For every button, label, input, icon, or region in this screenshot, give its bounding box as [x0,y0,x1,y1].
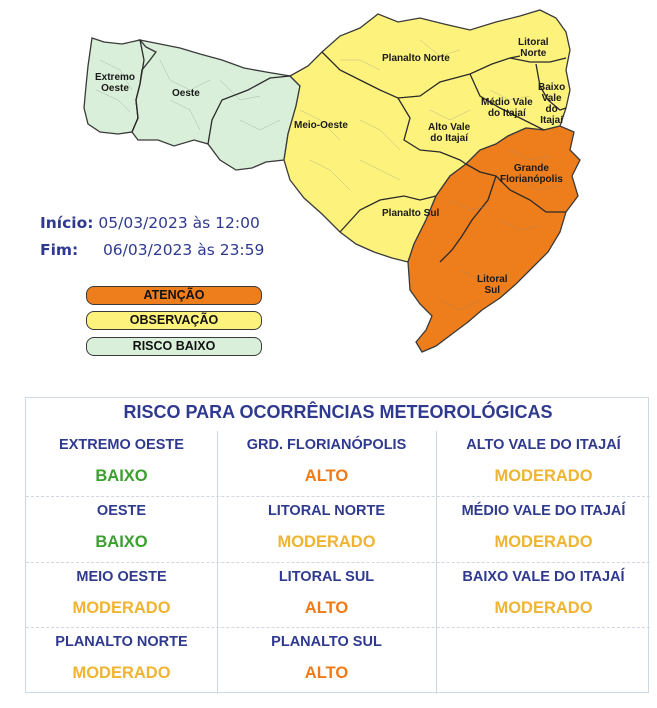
risk-level: BAIXO [95,467,148,485]
table-cell-litoral-norte [223,497,430,562]
table-cell-extremo-oeste [18,431,225,496]
region-name: LITORAL NORTE [267,503,386,519]
table-cell-planalto-sul [223,628,430,693]
period-start-label: Início: [40,214,94,232]
region-name: MEIO OESTE [76,569,167,585]
risk-level: ALTO [304,467,349,485]
map-label-planalto-norte: Planalto Norte [382,53,450,64]
period-end-label: Fim: [40,241,79,259]
table-cell-oeste [18,497,225,562]
region-name: BAIXO VALE DO ITAJAÍ [462,569,625,585]
region-name: GRD. FLORIANÓPOLIS [246,437,407,453]
region-name: ALTO VALE DO ITAJAÍ [466,437,621,453]
map-label-medio-vale: Médio Vale do Itajaí [481,97,533,119]
risk-level: ALTO [304,664,349,682]
period-start-value: 05/03/2023 às 12:00 [98,214,260,232]
map-label-meio-oeste: Meio-Oeste [294,120,348,131]
table-cell-alto-vale [440,431,647,496]
table-cell-litoral-sul [223,563,430,628]
period-end [40,241,264,259]
risk-level: BAIXO [95,533,148,551]
risk-table-title: RISCO PARA OCORRÊNCIAS METEOROLÓGICAS [123,402,553,422]
risk-level: MODERADO [72,599,171,617]
table-cell-meio-oeste [18,563,225,628]
map-label-litoral-norte: Litoral Norte [518,37,549,59]
risk-level: ALTO [304,599,349,617]
region-name: LITORAL SUL [278,569,375,585]
map-label-litoral-sul: Litoral Sul [477,274,508,296]
legend-item-atencao: ATENÇÃO [86,286,262,305]
risk-level: MODERADO [494,533,593,551]
map-label-planalto-sul: Planalto Sul [382,208,440,219]
region-name: MÉDIO VALE DO ITAJAÍ [461,503,626,519]
map-region-oeste [132,40,300,170]
risk-level: MODERADO [494,599,593,617]
region-name: OESTE [96,503,147,519]
table-cell-baixo-vale [440,563,647,628]
map-label-baixo-vale: Baixo Vale do Itajaí [538,82,566,126]
period-end-value: 06/03/2023 às 23:59 [102,241,265,259]
table-cell-grd-florianopolis [223,431,430,496]
risk-level: MODERADO [72,664,171,682]
region-name: EXTREMO OESTE [59,437,184,453]
map-label-grande-florianopolis: Grande Florianópolis [500,163,563,185]
risk-table [25,397,649,693]
risk-level: MODERADO [277,533,376,551]
table-cell-planalto-norte [18,628,225,693]
risk-level: MODERADO [494,467,593,485]
region-name: PLANALTO SUL [271,634,382,650]
legend-item-risco-baixo: RISCO BAIXO [86,337,262,356]
table-cell-empty [440,628,647,693]
map-label-oeste: Oeste [172,88,200,99]
map-label-alto-vale: Alto Vale do Itajaí [428,122,471,144]
region-name: PLANALTO NORTE [55,634,188,650]
period-start [40,214,260,232]
map-label-extremo-oeste: Extremo Oeste [95,72,136,94]
table-cell-medio-vale [440,497,647,562]
legend-item-observacao: OBSERVAÇÃO [86,311,262,330]
